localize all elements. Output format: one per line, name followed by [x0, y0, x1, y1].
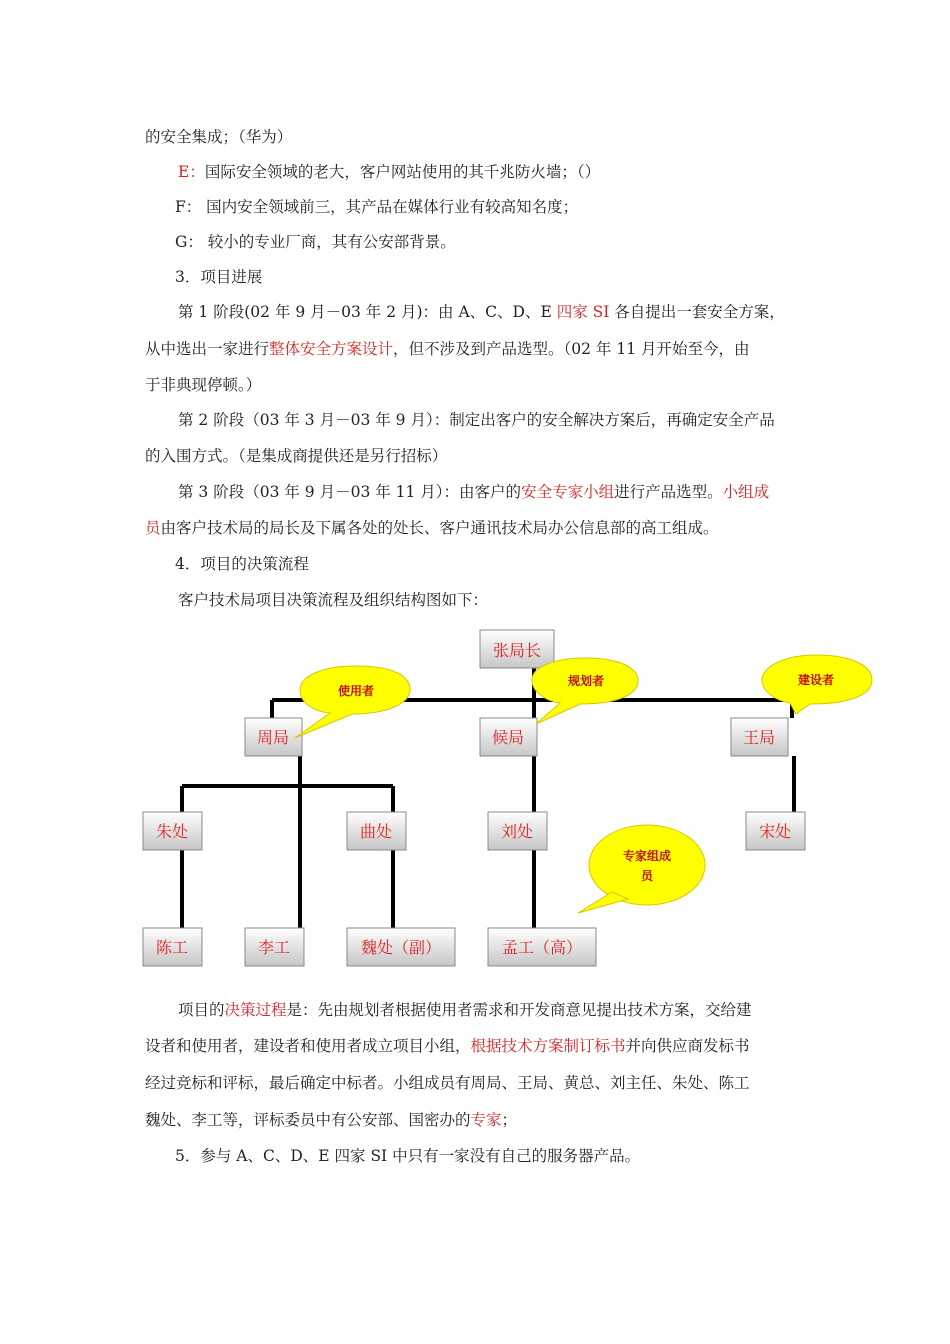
node-label: 王局	[742, 728, 776, 747]
highlight-text: 四家 SI	[556, 303, 610, 321]
text-span: ，但不涉及到产品选型。（02 年 11 月开始至今，由	[393, 340, 750, 358]
highlight-text: 员	[145, 519, 161, 537]
node-label: 孟工（高）	[501, 938, 583, 957]
callout-label: 员	[640, 869, 654, 883]
highlight-text: 决策过程	[224, 1001, 287, 1019]
text-span: 进行产品选型。	[614, 483, 723, 501]
text-span: 从中选出一家进行	[145, 340, 270, 358]
text-span: 由客户技术局的局长及下属各处的处长、客户通讯技术局办公信息部的高工组成。	[160, 519, 719, 537]
node-liu	[488, 812, 547, 850]
node-zhu	[143, 812, 202, 850]
text-span: 设者和使用者，建设者和使用者成立项目小组，	[145, 1037, 471, 1055]
node-li	[245, 928, 304, 966]
node-wei	[347, 928, 455, 966]
node-qu	[347, 812, 406, 850]
text-span: 第 3 阶段（03 年 9 月－03 年 11 月）：由客户的	[178, 483, 522, 501]
callout-label: 使用者	[337, 684, 375, 698]
highlight-text: 整体安全方案设计	[269, 340, 394, 358]
text-span: 的入围方式。（是集成商提供还是另行招标）	[145, 447, 448, 465]
text-span: 5．参与 A、C、D、E 四家 SI 中只有一家没有自己的服务器产品。	[175, 1147, 641, 1165]
node-wang	[731, 718, 788, 756]
callout-user	[295, 666, 410, 738]
highlight-text: 小组成	[722, 483, 770, 501]
node-label: 候局	[491, 728, 525, 747]
callout-builder	[762, 655, 872, 714]
text-span: 3．项目进展	[175, 268, 263, 286]
node-label: 周局	[256, 728, 290, 747]
node-label: 曲处	[359, 822, 393, 841]
callout-expert	[578, 825, 705, 913]
connector-lines	[182, 668, 794, 930]
callout-planner	[532, 658, 638, 724]
node-label: 宋处	[758, 822, 792, 841]
callout-label: 规划者	[567, 674, 605, 688]
text-line	[145, 1073, 750, 1093]
text-span: ；	[501, 1111, 518, 1129]
node-label: 李工	[257, 938, 291, 957]
callout-label: 专家组成	[622, 849, 672, 863]
node-hou	[480, 718, 537, 756]
text-span: 4．项目的决策流程	[175, 555, 309, 573]
text-span: 项目的	[178, 1001, 225, 1019]
text-span: 第 2 阶段（03 年 3 月－03 年 9 月）：制定出客户的安全解决方案后，再确定安全产品	[178, 411, 775, 429]
text-line	[145, 1110, 517, 1130]
node-zhang	[480, 630, 554, 668]
node-song	[746, 812, 805, 850]
text-span: 魏处、李工等，评标委员中有公安部、国密办的	[145, 1111, 471, 1129]
text-line	[178, 1000, 752, 1020]
text-span: 各自提出一套安全方案，	[609, 303, 785, 321]
label-e: E：	[178, 163, 205, 181]
node-meng	[488, 928, 596, 966]
text-span: 客户技术局项目决策流程及组织结构图如下：	[178, 591, 489, 609]
node-label: 刘处	[500, 822, 534, 841]
text-span: 并向供应商发标书	[625, 1037, 750, 1055]
text-span: G： 较小的专业厂商，其有公安部背景。	[175, 233, 456, 251]
text-line	[145, 1036, 750, 1056]
node-chen	[143, 928, 202, 966]
node-label: 魏处（副）	[360, 938, 442, 957]
node-label: 朱处	[155, 822, 189, 841]
highlight-text: 安全专家小组	[521, 483, 615, 501]
text-span: 经过竞标和评标，最后确定中标者。小组成员有周局、王局、黄总、刘主任、朱处、陈工	[145, 1074, 750, 1092]
text-span: F： 国内安全领域前三，其产品在媒体行业有较高知名度；	[175, 198, 579, 216]
section-heading	[175, 1146, 640, 1166]
text-span: 是：先由规划者根据使用者需求和开发商意见提出技术方案，交给建	[286, 1001, 752, 1019]
highlight-text: 根据技术方案制订标书	[470, 1037, 626, 1055]
highlight-text: 专家	[470, 1111, 502, 1129]
text-span: 国际安全领域的老大，客户网站使用的其千兆防火墙；（）	[204, 163, 601, 181]
node-label: 陈工	[155, 938, 189, 957]
text-span: 的安全集成；（华为）	[145, 128, 293, 146]
callout-label: 建设者	[797, 673, 835, 687]
node-zhou	[245, 718, 302, 756]
text-span: 第 1 阶段(02 年 9 月－03 年 2 月)：由 A、C、D、E	[178, 303, 557, 321]
node-label: 张局长	[492, 641, 542, 660]
text-span: 于非典现停顿。）	[145, 376, 262, 394]
